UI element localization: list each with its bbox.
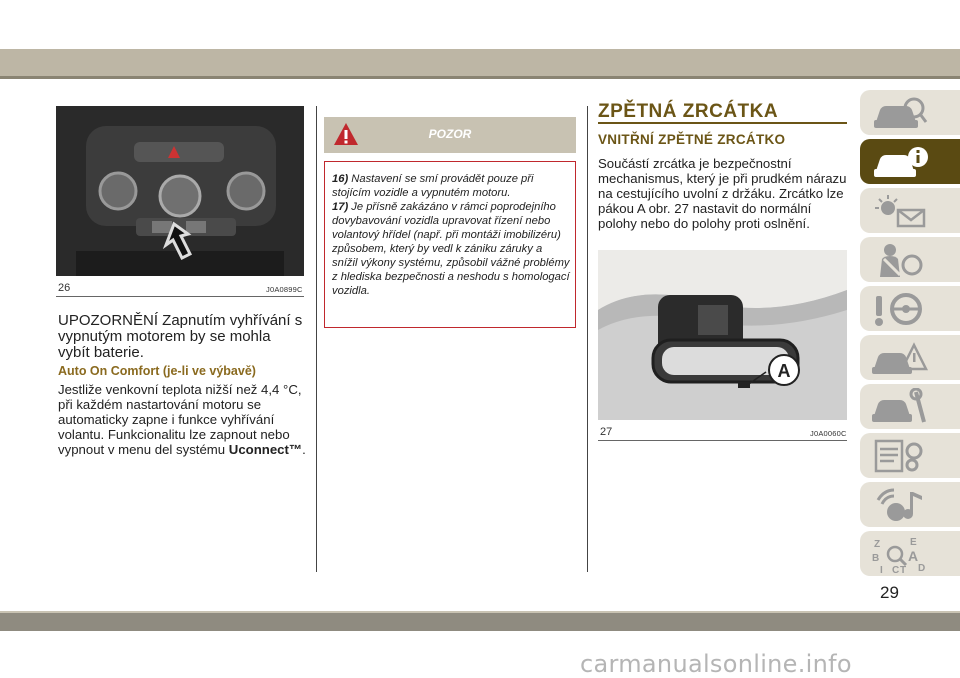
- page-number: 29: [880, 583, 899, 602]
- caution-header: [324, 117, 576, 153]
- paragraph-end: .: [302, 442, 306, 457]
- section-heading: ZPĚTNÁ ZRCÁTKA: [598, 101, 779, 122]
- auto-on-comfort-paragraph: [58, 382, 306, 457]
- sidebar-item-index[interactable]: [860, 531, 960, 576]
- index-letter-z: Z: [874, 539, 881, 550]
- technical-data-icon: [870, 437, 930, 475]
- safety-icon: [870, 241, 930, 279]
- sidebar-item-emergency[interactable]: [860, 335, 960, 380]
- multimedia-icon: [870, 486, 930, 524]
- callout-a-label: A: [777, 361, 791, 381]
- index-letter-d: D: [918, 563, 926, 574]
- figure-26-number: 26: [58, 282, 71, 294]
- caution-box: [324, 161, 576, 328]
- sidebar-item-service[interactable]: [860, 384, 960, 429]
- header-band: [0, 49, 960, 76]
- figure-27-code: J0A0060C: [810, 429, 847, 438]
- emergency-icon: [870, 339, 930, 377]
- note-16-number: 16): [332, 173, 349, 185]
- index-letter-i: I: [880, 565, 883, 575]
- index-letter-b: B: [872, 553, 880, 564]
- index-icon: [870, 535, 930, 575]
- index-letter-e: E: [910, 537, 917, 548]
- subsection-heading: VNITŘNÍ ZPĚTNÉ ZRCÁTKO: [598, 132, 786, 147]
- caution-title: POZOR: [428, 127, 472, 141]
- dashboard-icon: [870, 94, 930, 132]
- lights-signals-icon: [870, 192, 930, 230]
- auto-on-comfort-heading: Auto On Comfort (je-li ve výbavě): [58, 364, 256, 378]
- sidebar-item-lights-signals[interactable]: [860, 188, 960, 233]
- index-letter-a: A: [908, 548, 919, 564]
- watermark-text: carmanualsonline.info: [580, 650, 852, 678]
- sidebar-item-safety[interactable]: [860, 237, 960, 282]
- index-letter-t: T: [900, 565, 907, 575]
- starting-driving-icon: [870, 290, 930, 328]
- figure-26-dashboard-photo: [56, 106, 304, 276]
- column-divider-2: [587, 106, 588, 572]
- car-info-icon: [870, 143, 930, 181]
- service-icon: [870, 388, 930, 426]
- mirror-paragraph: Součástí zrcátka je bezpečnostní mechanismus, který je při prudkém nárazu na cestujícího uvolní z držáku. Zrcátko lze pákou A obr. 27 nastavit do normální polohy nebo do polohy proti oslnění.: [598, 156, 847, 231]
- caution-notes: [332, 172, 570, 298]
- note-17-number: 17): [332, 201, 349, 213]
- battery-warning-text: UPOZORNĚNÍ Zapnutím vyhřívání s vypnutým motorem by se mohla vybít baterie.: [58, 312, 303, 361]
- figure-27-caption-rule: [598, 440, 847, 441]
- figure-26-caption-rule: [56, 296, 304, 297]
- header-band-line: [0, 76, 960, 79]
- figure-27-number: 27: [600, 426, 613, 438]
- footer-band: [0, 613, 960, 631]
- figure-27-mirror-photo: [598, 250, 847, 420]
- figure-26-code: J0A0899C: [266, 285, 303, 294]
- note-17-text: Je přísně zakázáno v rámci poprodejního dovybavování vozidla upravovat řízení nebo volantový hřídel (např. při montáži imobilizéru) způsobem, který by vedl k zániku záruky a snížil výkony systému, způsobil vážné problémy z hlediska bezpečnosti a neshodu s homologací vozidla.: [332, 201, 570, 297]
- sidebar-item-technical-data[interactable]: [860, 433, 960, 478]
- uconnect-brand: Uconnect™: [228, 442, 303, 457]
- sidebar-item-dashboard[interactable]: [860, 90, 960, 135]
- section-heading-rule: [598, 122, 847, 124]
- sidebar-item-starting-driving[interactable]: [860, 286, 960, 331]
- index-letter-c: C: [892, 565, 900, 575]
- paragraph-lead: Jestliže venkovní teplota nižší než 4,4 °C, při každém nastartování motoru se automaticky zapne i funkce vyhřívání volantu. Funkcionalitu lze zapnout nebo vypnout v menu del systému: [58, 382, 302, 457]
- column-divider-1: [316, 106, 317, 572]
- sidebar-item-multimedia[interactable]: [860, 482, 960, 527]
- note-16-text: Nastavení se smí provádět pouze při stojícím vozidle a vypnutém motoru.: [332, 173, 534, 199]
- sidebar-item-car-info[interactable]: [860, 139, 960, 184]
